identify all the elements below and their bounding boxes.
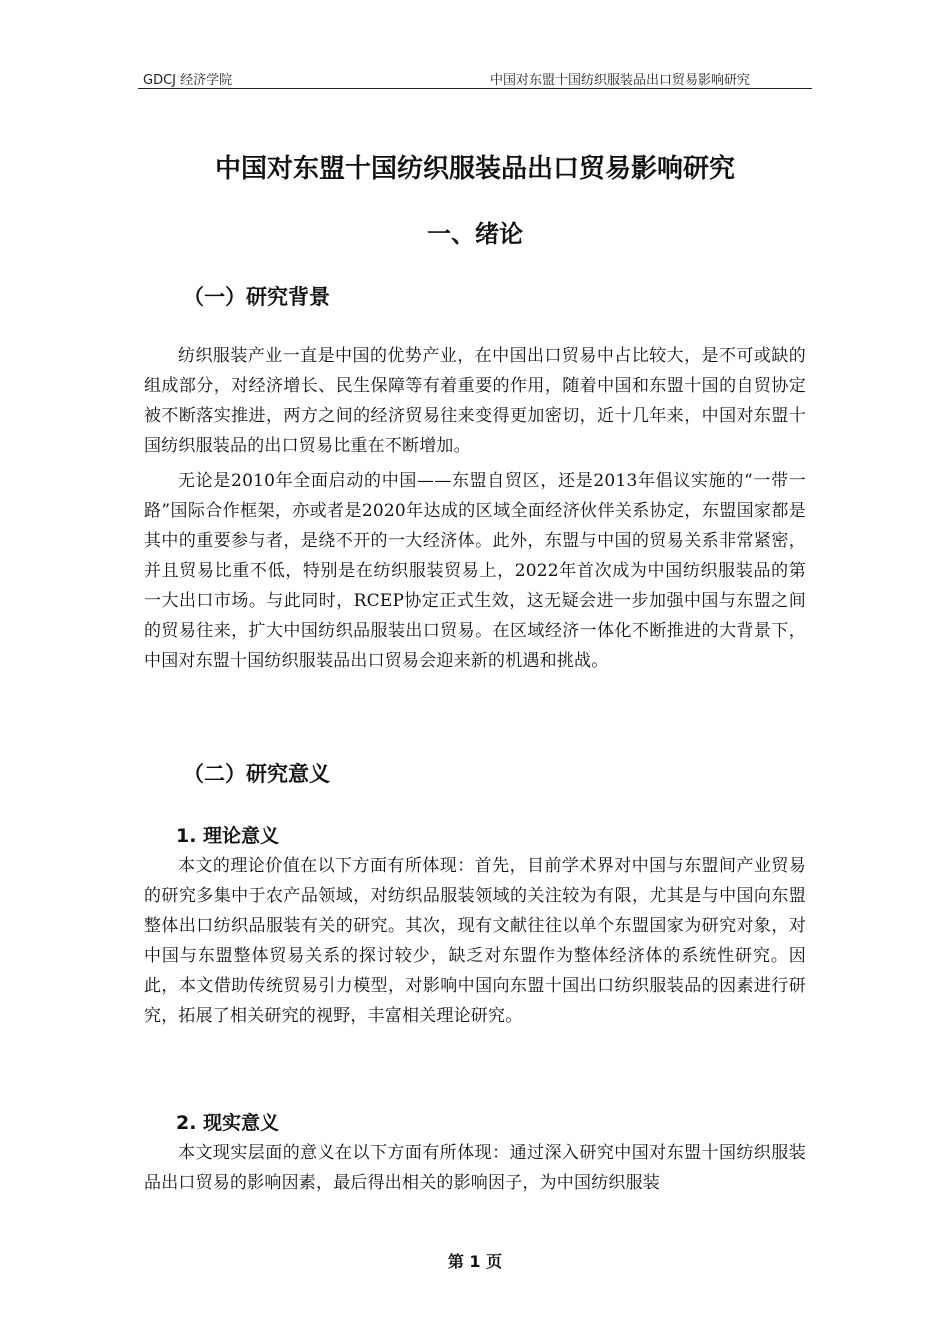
heading-practical-significance: 2. 现实意义 (176, 1112, 280, 1134)
header-doc-title: 中国对东盟十国纺织服装品出口贸易影响研究 (489, 73, 750, 88)
subsection-heading-background: （一）研究背景 (183, 285, 330, 309)
heading-theoretical-significance: 1. 理论意义 (176, 825, 280, 847)
paragraph-background-2: 无论是2010年全面启动的中国——东盟自贸区，还是2013年倡议实施的“一带一路”国际合作框架，亦或者是2020年达成的区域全面经济伙伴关系协定，东盟国家都是其中的重要参与者，是绕不开的一大经济体。此外，东盟与中国的贸易关系非常紧密，并且贸易比重不低，特别是在纺织服装贸易上，2022年首次成为中国纺织服装品的第一大出口市场。与此同时，RCEP协定正式生效，这无疑会进一步加强中国与东盟之间的贸易往来，扩大中国纺织品服装出口贸易。在区域经济一体化不断推进的大背景下，中国对东盟十国纺织服装品出口贸易会迎来新的机遇和挑战。 (144, 471, 806, 671)
page-header (138, 66, 812, 89)
document-title: 中国对东盟十国纺织服装品出口贸易影响研究 (214, 154, 735, 184)
paragraph-background-1: 纺织服装产业一直是中国的优势产业，在中国出口贸易中占比较大，是不可或缺的组成部分，对经济增长、民生保障等有着重要的作用，随着中国和东盟十国的自贸协定被不断落实推进，两方之间的经济贸易往来变得更加密切，近十几年来，中国对东盟十国纺织服装品的出口贸易比重在不断增加。 (144, 346, 806, 456)
subsection-heading-significance: （二）研究意义 (183, 762, 330, 786)
paragraph-theoretical-significance: 本文的理论价值在以下方面有所体现：首先，目前学术界对中国与东盟间产业贸易的研究多集中于农产品领域，对纺织品服装领域的关注较为有限，尤其是与中国向东盟整体出口纺织品服装有关的研究。其次，现有文献往往以单个东盟国家为研究对象，对中国与东盟整体贸易关系的探讨较少，缺乏对东盟作为整体经济体的系统性研究。因此，本文借助传统贸易引力模型，对影响中国向东盟十国出口纺织服装品的因素进行研究，拓展了相关研究的视野，丰富相关理论研究。 (144, 856, 806, 1026)
paragraph-practical-significance: 本文现实层面的意义在以下方面有所体现：通过深入研究中国对东盟十国纺织服装品出口贸易的影响因素，最后得出相关的影响因子，为中国纺织服装 (144, 1143, 806, 1193)
header-school: GDCJ 经济学院 (143, 73, 233, 88)
section-heading-introduction: 一、绪论 (427, 220, 523, 248)
page-number: 第 1 页 (447, 1252, 503, 1271)
